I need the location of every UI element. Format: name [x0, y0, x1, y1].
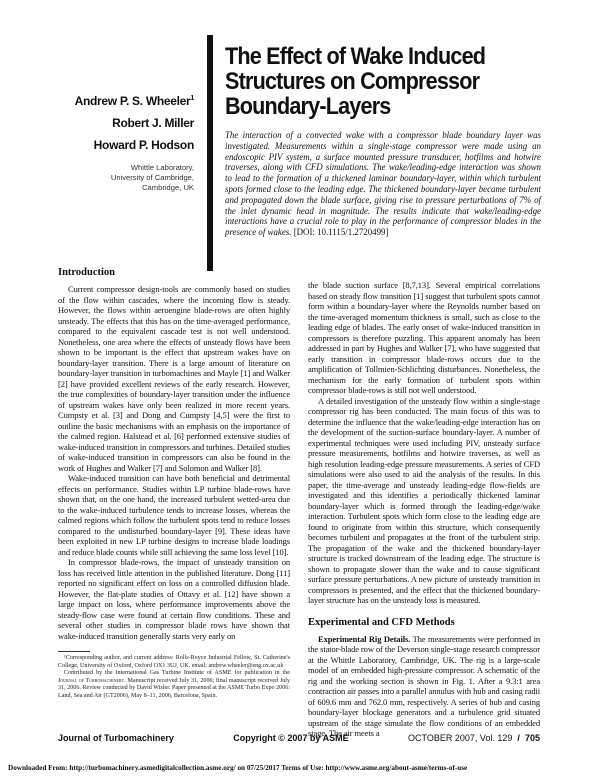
section-heading-methods: Experimental and CFD Methods — [308, 616, 455, 628]
right-column — [308, 280, 540, 739]
author-list — [75, 90, 194, 156]
footnote-corresponding: ¹Corresponding author, and current address: Rolls-Royce Industrial Fellow, St. Catherine's College, University of Oxford, Oxford OX1 3UJ, UK. email: andrew.wheeler@eng.ox.ac.uk — [58, 655, 290, 669]
paper-title: The Effect of Wake Induced Structures on Compressor Boundary-Layers — [225, 43, 486, 120]
subsection-runin-heading: Experimental Rig Details. — [318, 633, 411, 644]
section-heading-introduction: Introduction — [58, 267, 115, 278]
footnotes — [58, 655, 290, 701]
footnote-rule — [58, 651, 90, 652]
download-notice: Downloaded From: http://turbomachinery.asmedigitalcollection.asme.org/ on 07/25/2017 Terms of Use: http://www.asme.org/about-asme/terms-of-use — [8, 764, 468, 772]
page-footer — [58, 733, 540, 743]
author: Howard P. Hodson — [93, 138, 194, 152]
author: Andrew P. S. Wheeler$^1$ — [74, 94, 194, 108]
affiliation: Whittle Laboratory, University of Cambridge, Cambridge, UK — [110, 163, 194, 192]
journal-name: Journal of Turbomachinery — [58, 733, 174, 743]
paragraph: Current compressor design-tools are commonly based on studies of the flow within cascades, where the incoming flow is steady. However, the flows within aeroengine blade-rows are often highly unsteady. The effects that this has on the time-averaged performance, compared to the equivalent cascade test is not well understood. Nonetheless, one area where the effects of unsteady flows have been shown to be important is the effect that upstream wakes have on boundary-layer transition. There is a large amount of literature on boundary-layer transition in turbomachines and Mayle [1] and Walker [2] have provided excellent reviews of the early research. However, the true complexities of boundary-layer transition under the influence of upstream wakes have only been realized in more recent years. Cumpsty et al. [3] and Dong and Cumpsty [4,5] were the first to outline the basic mechanisms with an emphasis on the importance of the calmed region. Halstead et al. [6] performed extensive studies of wake-induced transition in compressors and turbines. Detailed studies of wake-induced transition in compressors can also be found in the work of Hughes and Walker [7] and Solomon and Walker [8]. — [58, 284, 290, 473]
paragraph: the blade suction surface [8,7,13]. Several empirical correlations based on steady flow transition [1] suggest that turbulent spots cannot form within a boundary-layer where the Reynolds number based on the time-averaged momentum thickness is small, such as close to the leading edge of blades. The early onset of wake-induced transition in compressors is therefore puzzling. This apparent anomaly has been addressed in part by Hughes and Walker [7], who have suggested that early transition in compressor blade-rows occurs due to the amplification of Tollmien-Schlichting disturbances. Nonetheless, the mechanism for the early formation of turbulent spots within compressor blade-rows is still not well understood. — [308, 280, 540, 395]
doi: [DOI: 10.1115/1.2720499] — [293, 227, 389, 238]
paragraph: Experimental Rig Details. The measurements were performed in the stator-blade row of the Deverson single-stage research compressor at the Whittle Laboratory, Cambridge, UK. The rig is a large-scale model of an embedded high-pressure compressor. A schematic of the rig and the working section is shown in Fig. 1. After a 9.3:1 area contraction air passes into a parallel annulus with hub and casing radii of 609.6 mm and 762.0 mm, respectively. A series of hub and casing boundary-layer blockage generators and a turbulence grid situated upstream of the stage simulate the flow conditions of an embedded stage. The air meets a — [308, 633, 540, 738]
footnote-mark: 1 — [190, 95, 194, 102]
footnote-contributed: Contributed by the International Gas Turbine Institute of ASME for publication in the Journal of Turbomachinery. Manuscript received July 31, 2006; final manuscript received July 31, 2006. Review conducted by David Wisler. Paper presented at the ASME Turbo Expo 2006: Land, Sea and Air (GT2006), May 8–11, 2006, Barcelona, Spain. — [58, 670, 290, 699]
author: Robert J. Miller — [112, 116, 194, 130]
paragraph: In compressor blade-rows, the impact of unsteady transition on loss has received little attention in the published literature. Dong [11] reported no significant effect on loss on a controlled diffusion blade. However, the flat-plate studies of Ottavy et al. [12] have shown a large impact on loss, where performance improvements above the steady-flow case were found at certain flow conditions. These and several other studies in compressor blade rows have shown that wake-induced transition generally starts very early on — [58, 557, 290, 641]
paragraph: A detailed investigation of the unsteady flow within a single-stage compressor rig has been conducted. The main focus of this was to determine the influence that the wake/leading-edge interaction has on the development of the suction-surface boundary-layer. A number of experimental techniques were used including PIV, unsteady surface pressure measurements, hotfilms and hotwire traverses, as well as high resolution leading-edge pressure measurements. A series of CFD simulations were also used to aid the analysis of the results. In this paper, the time-average and unsteady leading-edge flow-fields are investigated and this identifies a periodically thickened laminar boundary-layer which is formed through the leading-edge/wake interaction. Turbulent spots which form close to the leading edge are found to originate from within this structure, which consequently becomes turbulent and propagates at the front of the turbulent strip. The propagation of the wake and the thickened boundary-layer structure is tracked downstream of the leading edge. The structure is shown to propagate slower than the wake and to cause significant surface pressure perturbations. A new picture of unsteady transition in compressors is presented, and the effect that the thickened boundary-layer structure has on the unsteady loss is measured. — [308, 395, 540, 605]
issue-info: OCTOBER 2007, Vol. 129 / 705 — [408, 733, 540, 743]
abstract: The interaction of a convected wake with a compressor blade boundary layer was investigated. Measurements within a single-stage compressor were made using an endoscopic PIV system, a surface mounted pressure transducer, hotfilms and hotwire traverses, along with CFD simulations. The wake/leading-edge interaction was shown to lead to the formation of a thickened laminar boundary-layer, within which turbulent spots formed close to the leading edge. The thickened boundary-layer became turbulent and propagated down the blade surface, giving rise to pressure perturbations of 7% of the inlet dynamic head in magnitude. The results indicate that wake/leading-edge interactions have a crucial role to play in the performance of compressor blades in the presence of wakes. [DOI: 10.1115/1.2720499] — [225, 130, 541, 238]
copyright: Copyright © 2007 by ASME — [233, 733, 349, 743]
page-number: 705 — [524, 733, 540, 743]
left-column — [58, 266, 290, 701]
paragraph: Wake-induced transition can have both beneficial and detrimental effects on performance. Studies within LP turbine blade-rows have shown that, on the one hand, the increased turbulent wetted-area due to the wake-induced turbulence tends to increase losses, whereas the calmed regions which follow the turbulent spots tend to reduce losses compared to the undisturbed boundary-layer [9]. These ideas have been exploited in new LP turbine designs to increase blade loadings and reduce blade counts while still achieving the same loss level [10]. — [58, 473, 290, 557]
title-bar-divider — [207, 35, 213, 271]
